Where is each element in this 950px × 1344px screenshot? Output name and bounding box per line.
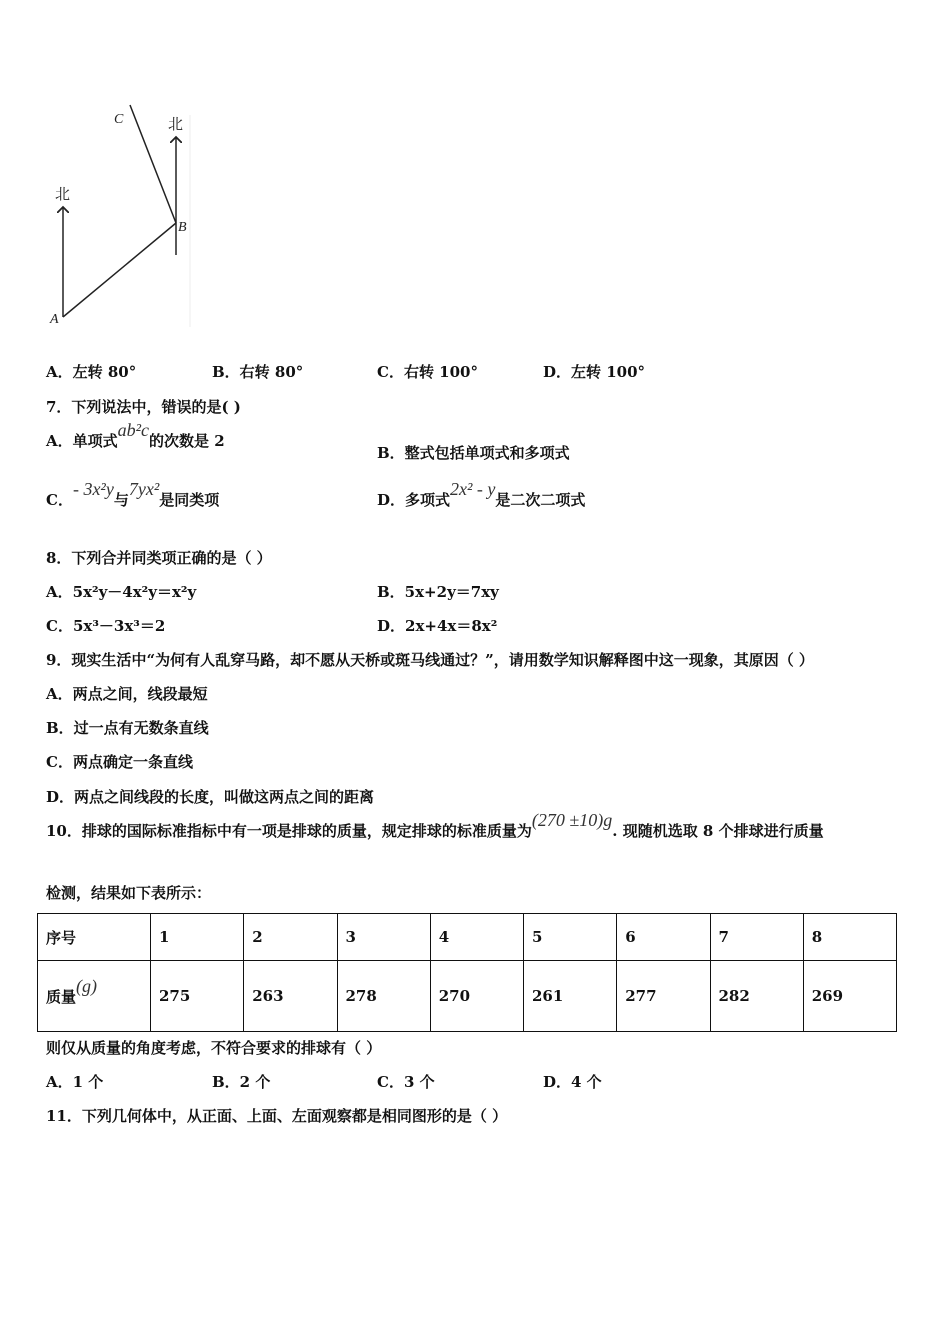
table-header-mass <box>38 961 151 1032</box>
q7-c-math1: - 3x²y <box>72 479 114 499</box>
q7-option-a <box>46 420 225 451</box>
table-cell: 269 <box>803 961 896 1032</box>
table-cell: 4 <box>430 914 523 961</box>
q10-option-a: A．1 个 <box>46 1073 104 1091</box>
q7-option-b: B．整式包括单项式和多项式 <box>377 444 570 462</box>
table-cell: 261 <box>524 961 617 1032</box>
q7-d-prefix: D．多项式 <box>377 491 451 509</box>
q6-option-c: C．右转 100° <box>377 363 478 381</box>
north-label-left: 北 <box>55 185 71 203</box>
q7-option-c <box>46 479 220 510</box>
q7-c-math2: 7yx² <box>128 479 160 499</box>
label-c: C <box>114 112 124 127</box>
q6-option-a: A．左转 80° <box>46 363 137 381</box>
q9-stem: 9．现实生活中“为何有人乱穿马路，却不愿从天桥或斑马线通过？”，请用数学知识解释图中这一现象，其原因（ ） <box>46 651 814 669</box>
label-a: A <box>50 312 59 327</box>
q7-a-suffix: 的次数是 2 <box>149 432 225 450</box>
q10-option-b: B．2 个 <box>212 1073 271 1091</box>
q9-option-a: A．两点之间，线段最短 <box>46 685 208 703</box>
q9-option-c: C．两点确定一条直线 <box>46 753 193 771</box>
q9-option-d: D．两点之间线段的长度，叫做这两点之间的距离 <box>46 788 375 806</box>
q10-option-c: C．3 个 <box>377 1073 435 1091</box>
table-cell: 275 <box>151 961 244 1032</box>
q7-c-prefix: C． <box>46 491 73 509</box>
q10-stem-math: (270 ±10)g <box>531 810 613 830</box>
q10-question: 则仅从质量的角度考虑，不符合要求的排球有（ ） <box>46 1039 382 1057</box>
q7-d-math: 2x² - y <box>450 479 496 499</box>
table-cell: 282 <box>710 961 803 1032</box>
q8-option-a: A．5x²y－4x²y＝x²y <box>46 583 197 601</box>
q7-d-suffix: 是二次二项式 <box>495 491 586 509</box>
q8-option-b: B．5x+2y＝7xy <box>377 583 499 601</box>
q6-option-d: D．左转 100° <box>543 363 646 381</box>
table-row-mass <box>38 961 897 1032</box>
table-cell: 2 <box>244 914 337 961</box>
q7-stem: 7．下列说法中，错误的是( ) <box>46 398 241 416</box>
north-label-right: 北 <box>168 115 184 133</box>
table-cell: 7 <box>710 914 803 961</box>
label-b: B <box>178 220 187 235</box>
table-cell: 270 <box>430 961 523 1032</box>
segment-ab <box>63 223 176 317</box>
q7-a-prefix: A．单项式 <box>46 432 118 450</box>
mass-table <box>37 913 897 1032</box>
q7-a-math: ab²c <box>117 420 150 440</box>
q8-option-d: D．2x+4x＝8x² <box>377 617 498 635</box>
table-cell: 6 <box>617 914 710 961</box>
q11-stem: 11．下列几何体中，从正面、上面、左面观察都是相同图形的是（ ） <box>46 1107 508 1125</box>
q7-option-d <box>377 479 586 510</box>
q10-stem-line2: 检测，结果如下表所示： <box>46 884 212 902</box>
q10-option-d: D．4 个 <box>543 1073 602 1091</box>
q10-stem-prefix: 10．排球的国际标准指标中有一项是排球的质量，规定排球的标准质量为 <box>46 822 532 840</box>
q7-c-suffix: 是同类项 <box>159 491 220 509</box>
mass-unit: (g) <box>76 975 98 996</box>
table-row-index <box>38 914 897 961</box>
mass-label: 质量 <box>46 987 77 1006</box>
q9-option-b: B．过一点有无数条直线 <box>46 719 209 737</box>
q8-stem: 8．下列合并同类项正确的是（ ） <box>46 549 272 567</box>
table-cell: 263 <box>244 961 337 1032</box>
table-cell: 3 <box>337 914 430 961</box>
q6-option-b: B．右转 80° <box>212 363 304 381</box>
table-cell: 277 <box>617 961 710 1032</box>
q10-stem-suffix: . 现随机选取 8 个排球进行质量 <box>612 822 824 840</box>
q10-stem <box>46 810 824 841</box>
table-header-index: 序号 <box>38 914 151 961</box>
q7-c-mid: 与 <box>113 491 129 509</box>
table-cell: 1 <box>151 914 244 961</box>
table-cell: 8 <box>803 914 896 961</box>
q8-option-c: C．5x³－3x³＝2 <box>46 617 166 635</box>
table-cell: 5 <box>524 914 617 961</box>
table-cell: 278 <box>337 961 430 1032</box>
direction-figure <box>40 95 210 335</box>
